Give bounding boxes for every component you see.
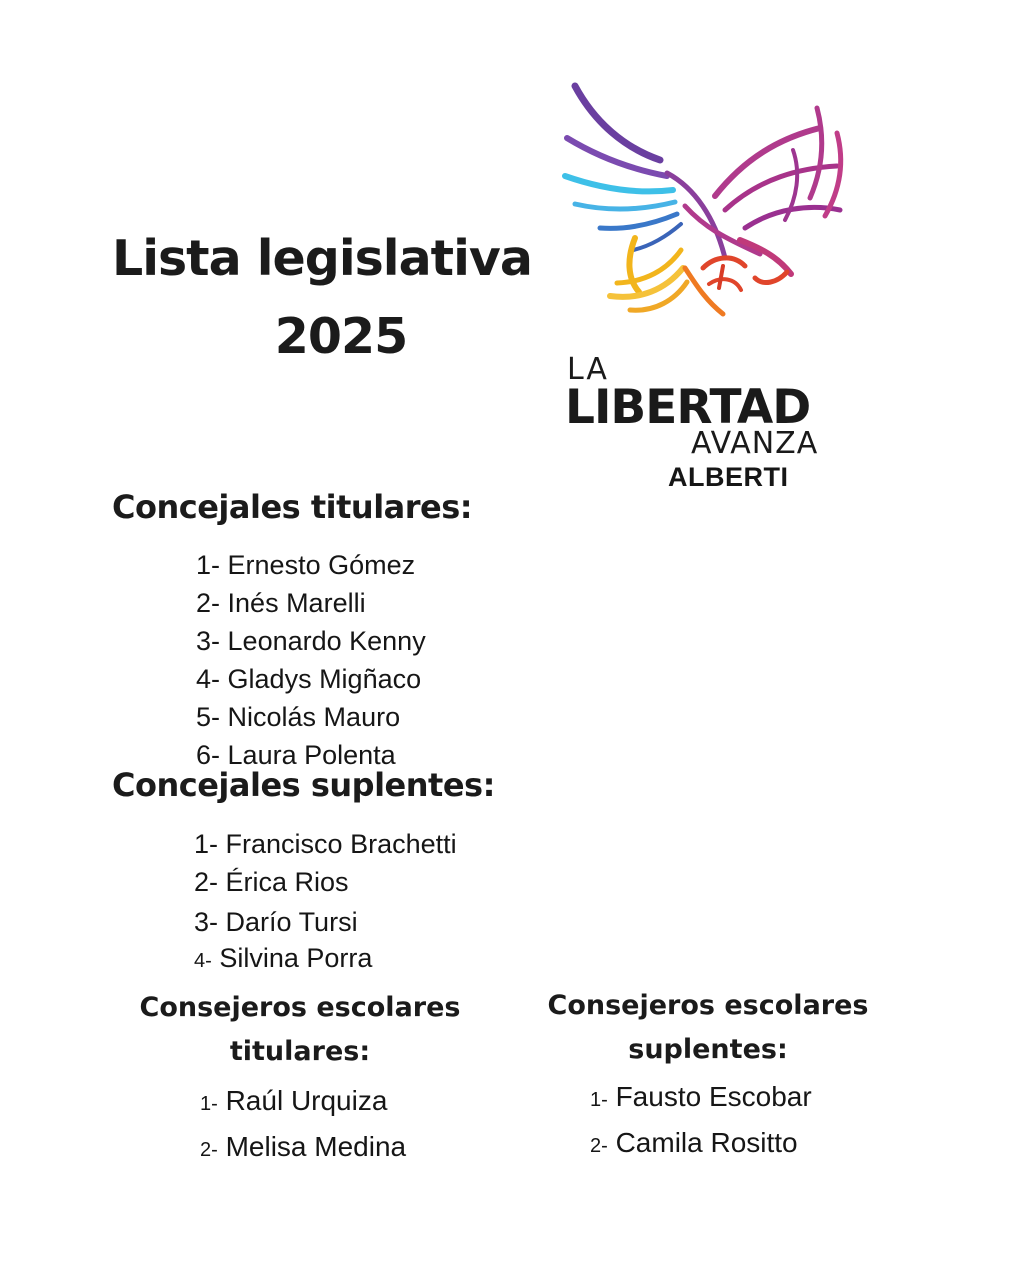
item-number: 2- (194, 867, 219, 897)
item-name: Nicolás Mauro (227, 702, 401, 732)
list-item (194, 864, 457, 904)
item-number: 1- (590, 1089, 608, 1111)
item-number: 2- (200, 1139, 218, 1161)
item-name: Inés Marelli (227, 588, 366, 618)
concejales-suplentes-list (194, 826, 457, 976)
item-number: 1- (200, 1093, 218, 1115)
concejales-titulares-list (196, 546, 426, 774)
list-item (590, 1074, 812, 1120)
list-item (590, 1120, 812, 1166)
item-number: 4- (194, 950, 212, 972)
page-title-year: 2025 (274, 308, 408, 365)
item-name: Gladys Migñaco (227, 664, 422, 694)
list-item (194, 904, 457, 940)
consejeros-titulares-heading-line-2: titulares: (229, 1036, 371, 1067)
consejeros-suplentes-heading-line-1: Consejeros escolares (547, 990, 869, 1021)
brand-place-text: ALBERTI (668, 462, 789, 492)
list-item (196, 660, 426, 698)
item-name: Leonardo Kenny (227, 626, 426, 656)
page-title (112, 220, 552, 376)
list-item (200, 1078, 406, 1124)
list-item (196, 584, 426, 622)
consejeros-suplentes-list (590, 1074, 812, 1166)
concejales-titulares-heading: Concejales titulares: (112, 488, 473, 526)
item-number: 1- (194, 829, 219, 859)
item-name: Érica Rios (225, 867, 349, 897)
item-number: 1- (196, 550, 221, 580)
consejeros-titulares-list (200, 1078, 406, 1170)
eagle-logo-icon (555, 78, 855, 328)
consejeros-titulares-heading (120, 986, 480, 1074)
consejeros-suplentes-heading-line-2: suplentes: (628, 1034, 788, 1065)
item-name: Fausto Escobar (615, 1081, 812, 1112)
item-number: 4- (196, 664, 221, 694)
item-name: Silvina Porra (219, 943, 373, 973)
item-name: Laura Polenta (227, 740, 396, 770)
concejales-suplentes-heading: Concejales suplentes: (112, 766, 495, 804)
item-number: 3- (196, 626, 221, 656)
brand-avanza-text: AVANZA (691, 426, 819, 461)
consejeros-suplentes-heading (528, 984, 888, 1072)
item-name: Camila Rositto (615, 1127, 798, 1158)
item-number: 6- (196, 740, 221, 770)
item-name: Darío Tursi (225, 907, 358, 937)
item-name: Francisco Brachetti (225, 829, 457, 859)
list-item (196, 546, 426, 584)
item-number: 3- (194, 907, 219, 937)
brand-libertad-text: LIBERTAD (565, 380, 811, 435)
list-item (194, 940, 457, 976)
item-name: Ernesto Gómez (227, 550, 416, 580)
list-item (196, 698, 426, 736)
brand-la-text: LA (567, 352, 609, 387)
list-item (200, 1124, 406, 1170)
item-number: 2- (196, 588, 221, 618)
list-item (194, 826, 457, 864)
item-number: 5- (196, 702, 221, 732)
item-name: Raúl Urquiza (225, 1085, 388, 1116)
consejeros-titulares-heading-line-1: Consejeros escolares (139, 992, 461, 1023)
item-number: 2- (590, 1135, 608, 1157)
list-item (196, 622, 426, 660)
item-name: Melisa Medina (225, 1131, 407, 1162)
page-title-line-1: Lista legislativa (112, 230, 532, 287)
